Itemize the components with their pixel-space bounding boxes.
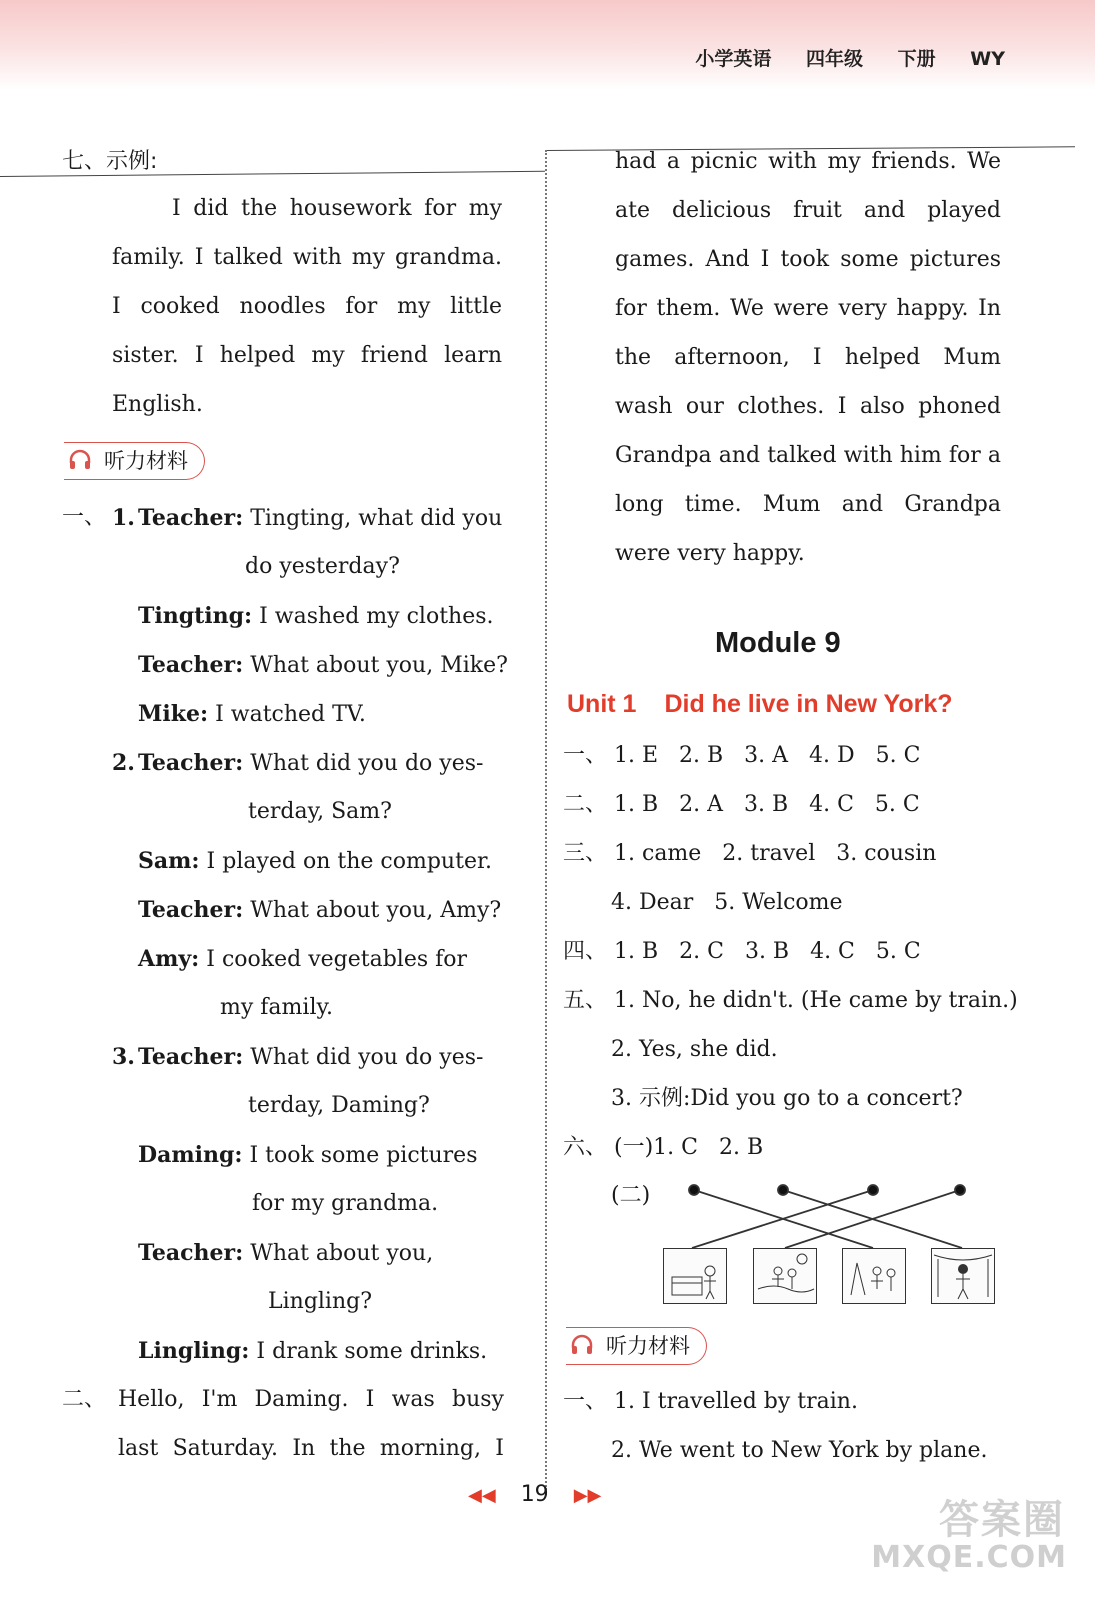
prev-arrows-icon: ◀◀ — [468, 1485, 496, 1506]
watermark-url: MXQE.COM — [871, 1540, 1067, 1575]
dialog-line: Mike: I watched TV. — [138, 701, 366, 727]
listening-line: 2. We went to New York by plane. — [611, 1438, 988, 1463]
picture-shopping — [663, 1248, 727, 1304]
answer-row: 六、 (一)1. C 2. B — [563, 1135, 764, 1160]
dialog-line: Lingling: I drank some drinks. — [138, 1338, 488, 1364]
dialog-line: Teacher: What did you do yes- — [138, 1044, 484, 1070]
text-line: I cooked noodles for my little — [112, 294, 502, 319]
unit-title: Unit 1 Did he live in New York? — [567, 690, 953, 718]
text-line: games. And I took some pictures — [615, 247, 1001, 272]
dialog-line: Teacher: Tingting, what did you — [138, 505, 503, 531]
dialog-1-number: 1. — [112, 505, 135, 531]
text-line: Hello, I'm Daming. I was busy — [118, 1387, 504, 1412]
answer-row: 四、 1. B 2. C 3. B 4. C 5. C — [563, 939, 921, 964]
dialog-line: Amy: I cooked vegetables for — [138, 946, 468, 972]
dialog-line: for my grandma. — [252, 1191, 439, 1216]
header-edition: WY — [970, 48, 1005, 70]
headphones-icon — [570, 1334, 594, 1356]
question-1-prefix: 一、 — [62, 505, 107, 530]
match-dot — [778, 1185, 788, 1195]
text-line: long time. Mum and Grandpa — [615, 492, 1001, 517]
dialog-line: Teacher: What about you, Amy? — [138, 897, 502, 923]
text-line: were very happy. — [615, 541, 805, 566]
watermark-logo: 答案圈 — [939, 1497, 1065, 1543]
text-line: sister. I helped my friend learn — [112, 343, 502, 368]
page-number: 19 — [520, 1482, 549, 1507]
answer-row: 一、 1. E 2. B 3. A 4. D 5. C — [563, 743, 921, 768]
part-2-label: (二) — [611, 1183, 651, 1208]
header-subject: 小学英语 — [695, 48, 772, 70]
dialog-line: Lingling? — [268, 1289, 373, 1314]
next-arrows-icon: ▶▶ — [573, 1485, 602, 1506]
text-line: last Saturday. In the morning, I — [118, 1436, 504, 1461]
dialog-2-number: 2. — [112, 750, 135, 776]
page-footer — [468, 1482, 601, 1507]
section-7-label: 七、示例: — [62, 149, 158, 174]
header-grade: 四年级 — [806, 48, 864, 70]
dialog-line: Teacher: What about you, Mike? — [138, 652, 508, 678]
dialog-line: my family. — [220, 995, 333, 1020]
answer-row: 3. 示例:Did you go to a concert? — [611, 1086, 963, 1111]
text-line: English. — [112, 392, 203, 417]
answer-row: 4. Dear 5. Welcome — [611, 890, 843, 915]
picture-beach — [753, 1248, 817, 1304]
text-line: I did the housework for my — [172, 196, 502, 221]
text-line: ate delicious fruit and played — [615, 198, 1001, 223]
dialog-line: do yesterday? — [245, 554, 400, 579]
answer-row: 二、 1. B 2. A 3. B 4. C 5. C — [563, 792, 920, 817]
dialog-line: Tingting: I washed my clothes. — [138, 603, 494, 629]
question-2-prefix: 二、 — [62, 1387, 107, 1412]
listening-badge-right — [566, 1327, 707, 1365]
answer-row: 2. Yes, she did. — [611, 1037, 778, 1062]
module-title: Module 9 — [715, 627, 841, 659]
picture-concert — [931, 1248, 995, 1304]
dialog-line: Teacher: What did you do yes- — [138, 750, 484, 776]
text-line: family. I talked with my grandma. — [112, 245, 502, 270]
header-term: 下册 — [897, 48, 936, 70]
match-dot — [955, 1185, 965, 1195]
dialog-line: Teacher: What about you, — [138, 1240, 434, 1266]
dialog-3-number: 3. — [112, 1044, 135, 1070]
answer-row: 三、 1. came 2. travel 3. cousin — [563, 841, 937, 866]
text-line: had a picnic with my friends. We — [615, 149, 1001, 174]
listening-line: 一、 1. I travelled by train. — [563, 1389, 858, 1414]
picture-park — [842, 1248, 906, 1304]
answer-row: 五、 1. No, he didn't. (He came by train.) — [563, 988, 1018, 1013]
listening-label: 听力材料 — [104, 449, 188, 473]
dialog-line: Sam: I played on the computer. — [138, 848, 493, 874]
listening-label: 听力材料 — [606, 1334, 690, 1358]
text-line: Grandpa and talked with him for a — [615, 443, 1001, 468]
text-line: the afternoon, I helped Mum — [615, 345, 1001, 370]
text-line: for them. We were very happy. In — [615, 296, 1001, 321]
match-dot — [868, 1185, 878, 1195]
dialog-line: Daming: I took some pictures — [138, 1142, 478, 1168]
dialog-line: terday, Sam? — [248, 799, 392, 824]
match-dot — [689, 1185, 699, 1195]
dialog-line: terday, Daming? — [248, 1093, 430, 1118]
text-line: wash our clothes. I also phoned — [615, 394, 1001, 419]
